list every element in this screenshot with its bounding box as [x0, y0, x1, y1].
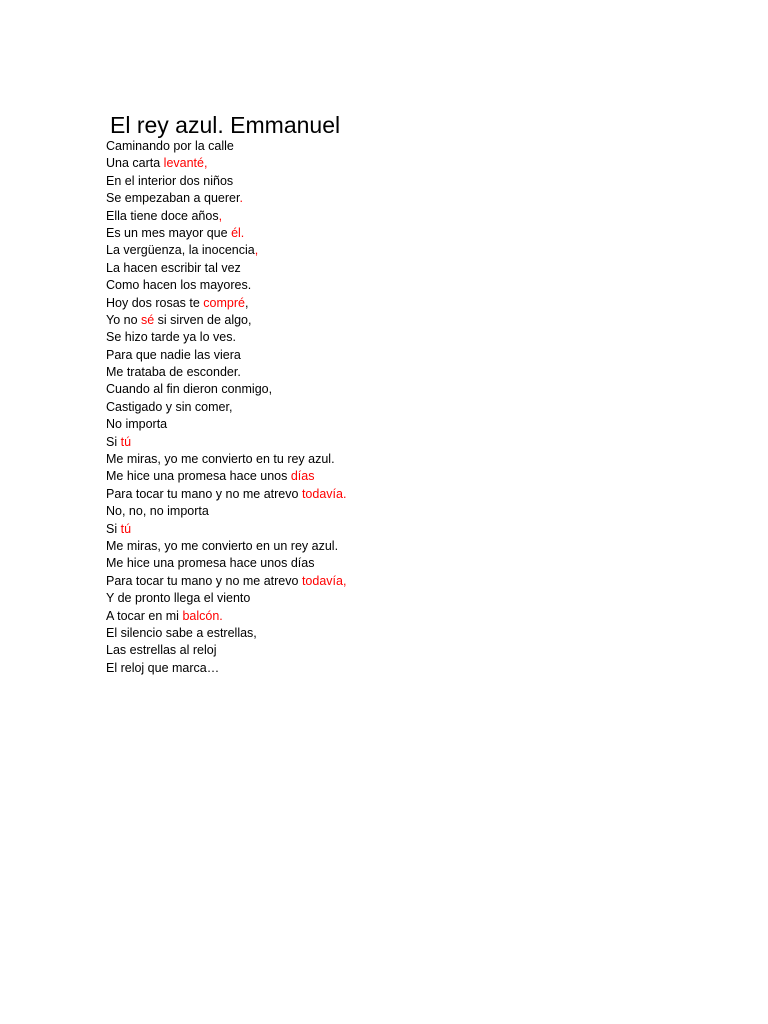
line-text: La hacen escribir tal vez	[106, 260, 241, 275]
poem-line	[106, 208, 346, 225]
line-text: ,	[244, 295, 249, 310]
highlighted-word: todavía,	[301, 573, 347, 588]
highlighted-word: todavía.	[301, 486, 347, 501]
poem-line	[106, 608, 346, 625]
poem-line	[106, 225, 346, 242]
poem-line	[106, 364, 346, 381]
line-text: Para que nadie las viera	[106, 347, 241, 362]
poem-line	[106, 260, 346, 277]
poem-line	[106, 173, 346, 190]
highlighted-word: sé	[141, 312, 155, 327]
line-text: Si	[106, 434, 121, 449]
poem-line	[106, 538, 346, 555]
highlighted-word: compré	[203, 295, 245, 310]
line-text: Yo no	[106, 312, 141, 327]
poem-line	[106, 416, 346, 433]
line-text: Cuando al fin dieron conmigo,	[106, 382, 273, 397]
poem-line	[106, 555, 346, 572]
line-text: Me trataba de esconder.	[106, 365, 241, 380]
line-text: si sirven de algo,	[154, 312, 252, 327]
line-text: Las estrellas al reloj	[106, 643, 217, 658]
line-text: A tocar en mi	[106, 608, 183, 623]
line-text: Para tocar tu mano y no me atrevo	[106, 573, 302, 588]
poem-line	[106, 242, 346, 259]
poem-body	[106, 138, 346, 677]
poem-line	[106, 347, 346, 364]
highlighted-word: ,	[218, 208, 223, 223]
line-text: Como hacen los mayores.	[106, 278, 252, 293]
poem-line	[106, 312, 346, 329]
poem-line	[106, 277, 346, 294]
highlighted-word: .	[239, 191, 243, 206]
highlighted-word: balcón.	[182, 608, 223, 623]
document-title: El rey azul. Emmanuel	[110, 112, 341, 138]
line-text: En el interior dos niños	[106, 173, 234, 188]
line-text: Y de pronto llega el viento	[106, 591, 251, 606]
poem-line	[106, 590, 346, 607]
line-text: Ella tiene doce años	[106, 208, 219, 223]
poem-line	[106, 399, 346, 416]
poem-line	[106, 434, 346, 451]
poem-line	[106, 521, 346, 538]
line-text: Es un mes mayor que	[106, 225, 232, 240]
line-text: Se hizo tarde ya lo ves.	[106, 330, 236, 345]
highlighted-word: ,	[254, 243, 259, 258]
poem-line	[106, 625, 346, 642]
line-text: Caminando por la calle	[106, 139, 234, 153]
line-text: Me hice una promesa hace unos	[106, 469, 291, 484]
line-text: Una carta	[106, 156, 164, 171]
line-text: El silencio sabe a estrellas,	[106, 625, 257, 640]
line-text: La vergüenza, la inocencia	[106, 243, 255, 258]
poem-line	[106, 573, 346, 590]
line-text: Si	[106, 521, 121, 536]
poem-line	[106, 190, 346, 207]
poem-line	[106, 138, 346, 155]
line-text: El reloj que marca…	[106, 660, 220, 675]
poem-line	[106, 642, 346, 659]
highlighted-word: levanté,	[163, 156, 208, 171]
highlighted-word: tú	[120, 521, 132, 536]
poem-line	[106, 295, 346, 312]
line-text: No, no, no importa	[106, 504, 209, 519]
poem-line	[106, 329, 346, 346]
line-text: Castigado y sin comer,	[106, 399, 233, 414]
line-text: Para tocar tu mano y no me atrevo	[106, 486, 302, 501]
poem-line	[106, 381, 346, 398]
poem-line	[106, 451, 346, 468]
highlighted-word: tú	[120, 434, 132, 449]
line-text: No importa	[106, 417, 168, 432]
line-text: Hoy dos rosas te	[106, 295, 204, 310]
poem-line	[106, 660, 346, 677]
poem-line	[106, 486, 346, 503]
line-text: Me miras, yo me convierto en un rey azul.	[106, 538, 339, 553]
poem-line	[106, 155, 346, 172]
highlighted-word: él.	[231, 225, 245, 240]
poem-line	[106, 468, 346, 485]
line-text: Me hice una promesa hace unos días	[106, 556, 315, 571]
line-text: Se empezaban a querer	[106, 191, 240, 206]
poem-line	[106, 503, 346, 520]
highlighted-word: días	[290, 469, 315, 484]
line-text: Me miras, yo me convierto en tu rey azul.	[106, 452, 335, 467]
